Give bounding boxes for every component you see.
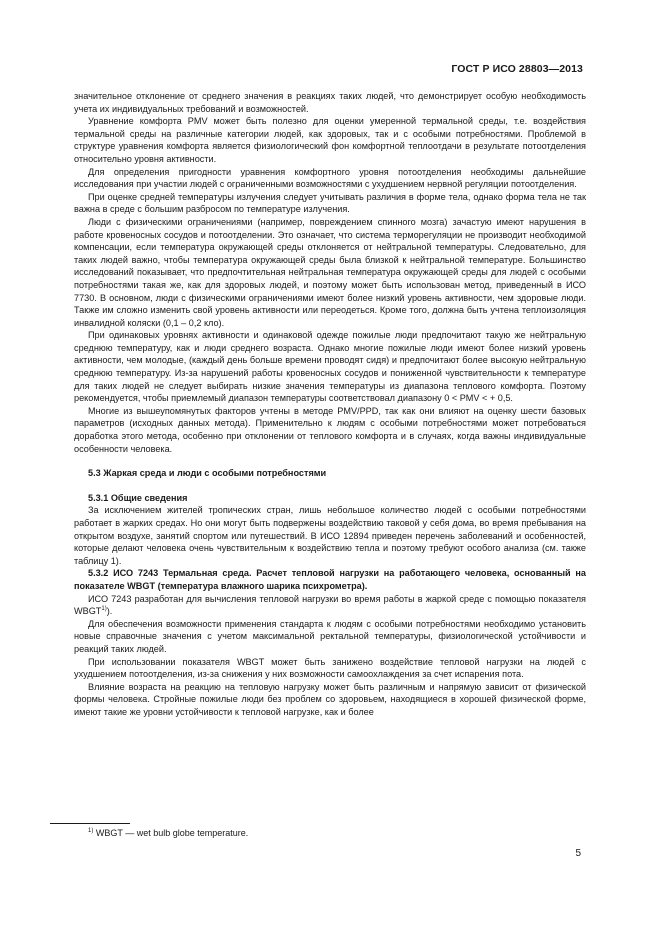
paragraph: При одинаковых уровнях активности и одинаковой одежде пожилые люди предпочитают такую же нейтральную среднюю температуру, как и люди среднего возраста. Однако многие пожилые люди имеют более низкий уровень активности, чем молодые, (каждый день больше времени проводят сидя) и предпочитают более высокую нейтральную среднюю температуру. Из-за нарушений работы кровеносных сосудов и пониженной чувствительности к температуре для таких людей не следует выбирать низкие значения температуры из диапазона теплового комфорта. Поэтому рекомендуется, чтобы приемлемый диапазон температуры соответствовал диапазону 0 < PMV < + 0,5.	[74, 330, 586, 404]
paragraph: Люди с физическими ограничениями (например, повреждением спинного мозга) зачастую имеют нарушения в работе кровеносных сосудов и потоотделении. Это означает, что система терморегуляции не производит необходимой компенсации, если температура окружающей среды отклоняется от нейтральной температуры. Следовательно, для таких людей важно, чтобы температура окружающей среды была близкой к нейтральной температуре. Большинство исследований показывает, что предпочтительная нейтральная температура окружающей среды для людей с особыми потребностями такая же, как для здоровых людей, и поэтому может быть использован метод, приведенный в ИСО 7730. В основном, люди с физическими ограничениями имеют более низкий уровень активности, чем здоровые люди. Также им сложно изменить свой уровень активности или переодеться. Кроме того, должна быть учтена теплоизоляция инвалидной коляски (0,1 – 0,2 кло).	[74, 216, 586, 328]
document-body	[74, 90, 586, 719]
document-header: ГОСТ Р ИСО 28803—2013	[451, 63, 583, 75]
paragraph: Для обеспечения возможности применения стандарта к людям с особыми потребностями необходимо установить новые справочные значения с учетом максимальной ректальной температуры, физиологической устойчивости и реакций таких людей.	[74, 618, 586, 654]
paragraph: Для определения пригодности уравнения комфортного уровня потоотделения необходимы дальнейшие исследования при участии людей с ограниченными возможностями с ухудшением нервной регуляции потоотделения.	[74, 166, 586, 190]
footnote-marker: 1)	[88, 828, 94, 834]
footnote-reference[interactable]: 1)	[101, 606, 107, 613]
footnote-text: WBGT — wet bulb globe temperature.	[95, 828, 249, 838]
footnote-separator	[50, 823, 130, 824]
section-heading-5-3: 5.3 Жаркая среда и люди с особыми потребностями	[88, 468, 327, 479]
footnote	[88, 828, 248, 838]
paragraph: При использовании показателя WBGT может быть занижено воздействие тепловой нагрузки на людей с ухудшением потоотделения, из-за снижения у них возможности самоохлаждения за счет испарения пота.	[74, 656, 586, 680]
page-number: 5	[575, 848, 581, 859]
paragraph: значительное отклонение от среднего значения в реакциях таких людей, что демонстрирует особую необходимость учета их индивидуальных требований и возможностей.	[74, 91, 586, 114]
paragraph: Уравнение комфорта PMV может быть полезно для оценки умеренной термальной среды, т.е. воздействия термальной среды на различные категории людей, как здоровых, так и с особыми потребностями. Проблемой в структуре уравнения комфорта является физиологический фон комфортной теплоотдачи в результате потоотделения относительно уровня активности.	[74, 116, 586, 164]
paragraph: Многие из вышеупомянутых факторов учтены в методе PMV/PPD, так как они влияют на оценку шести базовых параметров (исходных данных метода). Применительно к людям с особыми потребностями может потребоваться доработка этого метода, особенно при отклонении от теплового комфорта и в случаях, когда важны индивидуальные особенности человека.	[74, 405, 586, 454]
paragraph-text-end: ).	[106, 606, 113, 617]
section-heading-5-3-2: 5.3.2 ИСО 7243 Термальная среда. Расчет тепловой нагрузки на работающего человека, основанный на показателе WBGT (температура влажного шарика психрометра).	[74, 568, 586, 591]
paragraph: За исключением жителей тропических стран, лишь небольшое количество людей с особыми потребностями работает в жарких средах. Но они могут быть подвержены воздействию таковой у себя дома, во время пребывания на открытом воздухе, занятий спортом или путешествий. В ИСО 12894 приведен перечень заболеваний и особенностей, которые делают человека очень чувствительным к воздействию тепла и поэтому требуют особого анализа (см. также таблицу 1).	[74, 505, 586, 566]
paragraph	[74, 593, 586, 618]
paragraph-text: ИСО 7243 разработан для вычисления тепловой нагрузки во время работы в жаркой среде с помощью показателя WBGT	[74, 593, 586, 617]
paragraph: Влияние возраста на реакцию на тепловую нагрузку может быть различным и напрямую зависит от физической формы человека. Стройные пожилые люди без проблем со здоровьем, находящиеся в хорошей физической форме, имеют такие же уровни устойчивости к тепловой нагрузке, как и более	[74, 681, 586, 717]
section-heading-5-3-1: 5.3.1 Общие сведения	[88, 492, 188, 503]
paragraph: При оценке средней температуры излучения следует учитывать различия в форме тела, однако форма тела не так важна в среде с большим разбросом по температуре излучения.	[74, 191, 586, 215]
